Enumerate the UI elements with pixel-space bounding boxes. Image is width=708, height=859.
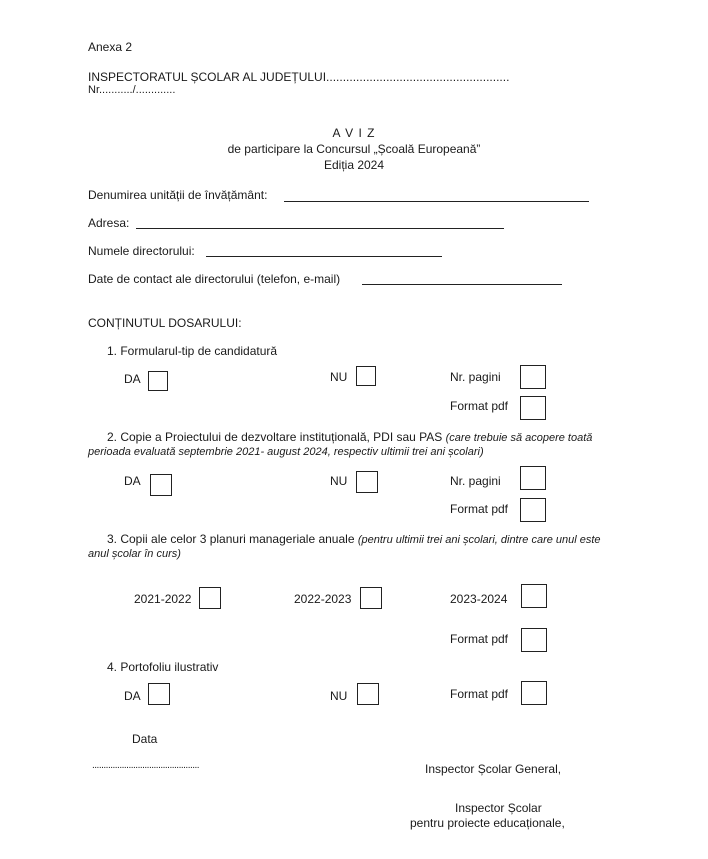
item1-pdf-box[interactable] [520, 396, 546, 420]
item3-label-note-cont: anul școlar în curs) [88, 548, 181, 560]
item4-da-label: DA [124, 689, 141, 703]
item2-pages-box[interactable] [520, 466, 546, 490]
item3-label-main: 3. Copii ale celor 3 planuri manageriale anuale [107, 532, 358, 546]
item2-pdf-label: Format pdf [450, 502, 509, 516]
item2-da-label: DA [124, 474, 141, 488]
item3-year1-label: 2021-2022 [134, 592, 192, 606]
unit-name-field[interactable] [284, 201, 589, 202]
contact-field[interactable] [362, 284, 562, 285]
item2-pages-label: Nr. pagini [450, 474, 501, 488]
item4-label: 4. Portofoliu ilustrativ [107, 660, 219, 674]
item1-da-checkbox[interactable] [148, 371, 168, 391]
item3-label [107, 532, 601, 546]
item2-label-main: 2. Copie a Proiectului de dezvoltare instituțională, PDI sau PAS [107, 430, 446, 444]
item2-label [107, 430, 592, 444]
item4-nu-label: NU [330, 689, 348, 703]
inspectorate-line: INSPECTORATUL ȘCOLAR AL JUDEȚULUI....................................................... [88, 70, 510, 84]
item3-year3-checkbox[interactable] [521, 584, 547, 608]
item1-nu-checkbox[interactable] [356, 366, 376, 386]
item4-pdf-label: Format pdf [450, 687, 509, 701]
item2-nu-label: NU [330, 474, 348, 488]
item3-year1-checkbox[interactable] [199, 587, 221, 609]
inspector-label: Inspector Școlar [455, 801, 542, 815]
item1-pages-label: Nr. pagini [450, 370, 501, 384]
item2-da-checkbox[interactable] [150, 474, 172, 496]
item1-pdf-label: Format pdf [450, 399, 509, 413]
document-subtitle: de participare la Concursul „Școală Europeană” [227, 142, 481, 156]
address-field[interactable] [136, 228, 504, 229]
item2-label-note-cont: perioada evaluată septembrie 2021- august 2024, respectiv ultimii trei ani școlari) [88, 446, 484, 458]
item3-pdf-label: Format pdf [450, 632, 509, 646]
item1-da-label: DA [124, 372, 141, 386]
director-name-label: Numele directorului: [88, 244, 195, 258]
annex-label: Anexa 2 [88, 40, 133, 54]
registration-number: Nr.........../............. [88, 84, 176, 96]
address-label: Adresa: [88, 216, 130, 230]
item4-pdf-box[interactable] [521, 681, 547, 705]
item3-label-note: (pentru ultimii trei ani școlari, dintre care unul este [357, 534, 601, 546]
item3-year2-checkbox[interactable] [360, 587, 382, 609]
contact-label: Date de contact ale directorului (telefon, e-mail) [88, 272, 341, 286]
document-edition: Ediția 2024 [323, 158, 385, 172]
item3-pdf-box[interactable] [521, 628, 547, 652]
document-title: A V I Z [332, 126, 376, 140]
inspector-general-label: Inspector Școlar General, [425, 762, 562, 776]
date-dots: ............................................... [92, 760, 200, 771]
item2-pdf-box[interactable] [520, 498, 546, 522]
item4-da-checkbox[interactable] [148, 683, 170, 705]
item4-nu-checkbox[interactable] [357, 683, 379, 705]
item2-nu-checkbox[interactable] [356, 471, 378, 493]
director-name-field[interactable] [206, 256, 442, 257]
item3-year2-label: 2022-2023 [294, 592, 352, 606]
date-label: Data [132, 732, 158, 746]
item1-nu-label: NU [330, 370, 348, 384]
unit-name-label: Denumirea unității de învățământ: [88, 188, 268, 202]
item1-label: 1. Formularul-tip de candidatură [107, 344, 278, 358]
dossier-heading: CONȚINUTUL DOSARULUI: [88, 316, 242, 330]
item1-pages-box[interactable] [520, 365, 546, 389]
item3-year3-label: 2023-2024 [450, 592, 508, 606]
inspector-role-label: pentru proiecte educaționale, [410, 816, 565, 830]
item2-label-note: (care trebuie să acopere toată [445, 432, 593, 444]
